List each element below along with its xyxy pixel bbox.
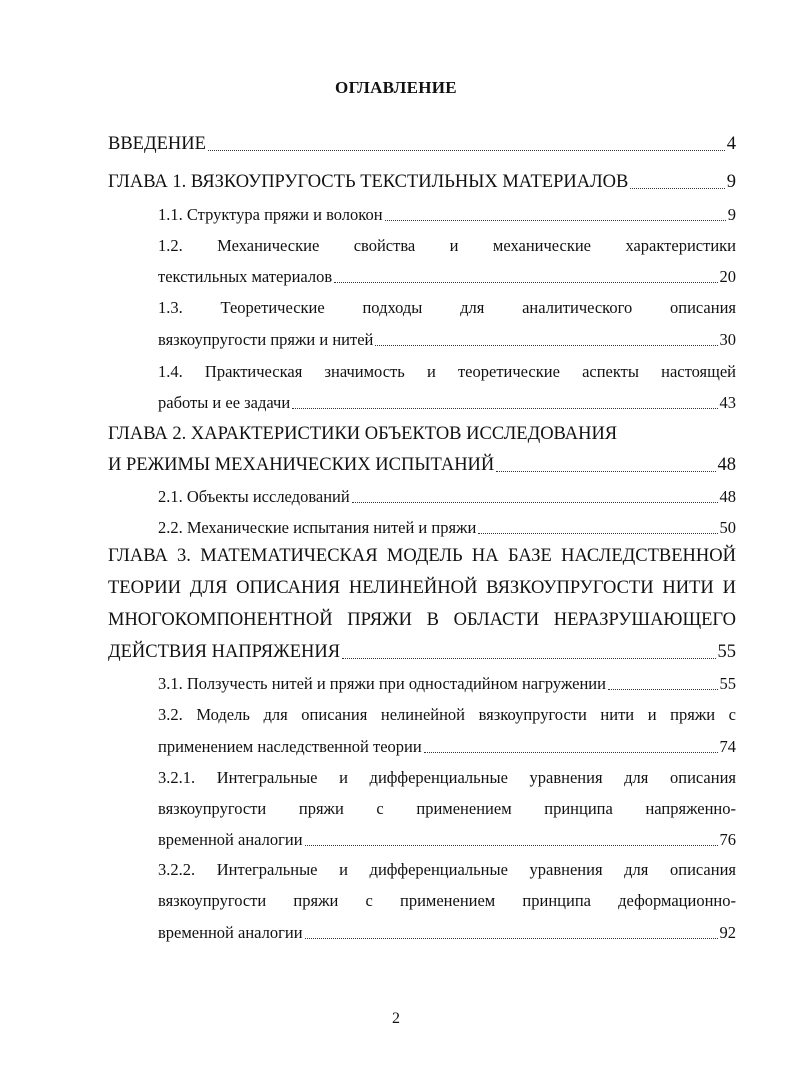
toc-entry-page: 4 [726, 134, 736, 154]
toc-entry-page: 50 [719, 518, 736, 537]
dot-leader [424, 751, 718, 753]
dot-leader [496, 470, 715, 472]
toc-entry-introduction [108, 134, 736, 155]
dot-leader [208, 149, 725, 151]
toc-entry-page: 30 [719, 330, 736, 349]
toc-entry-text: ГЛАВА 1. ВЯЗКОУПРУГОСТЬ ТЕКСТИЛЬНЫХ МАТЕРИАЛОВ [108, 172, 629, 192]
toc-entry-chapter-3 [108, 642, 736, 663]
dot-leader [630, 187, 724, 189]
toc-entry-3-2-2-line-2: вязкоупругости пряжи с применением принципа деформационно- [158, 891, 736, 910]
dot-leader [375, 344, 717, 346]
toc-entry-text: 3.1. Ползучесть нитей и пряжи при одностадийном нагружении [158, 674, 606, 693]
dot-leader [342, 657, 715, 659]
toc-entry-page: 92 [719, 923, 736, 942]
toc-entry-text: работы и ее задачи [158, 393, 291, 412]
toc-entry-page: 9 [726, 172, 736, 192]
toc-entry-text: ВВЕДЕНИЕ [108, 134, 206, 154]
toc-entry-text: временной аналогии [158, 923, 303, 942]
toc-entry-3-2-line-1: 3.2. Модель для описания нелинейной вязкоупругости нити и пряжи с [158, 705, 736, 724]
toc-entry-3-2-1-line-1: 3.2.1. Интегральные и дифференциальные уравнения для описания [158, 768, 736, 787]
toc-entry-page: 55 [719, 674, 736, 693]
toc-entry-text: применением наследственной теории [158, 737, 422, 756]
dot-leader [334, 281, 717, 283]
toc-entry-page: 74 [719, 737, 736, 756]
toc-entry-text: вязкоупругости пряжи и нитей [158, 330, 374, 349]
toc-entry-text: 1.1. Структура пряжи и волокон [158, 205, 383, 224]
toc-entry-text: текстильных материалов [158, 267, 333, 286]
toc-entry-3-2-2 [158, 923, 736, 943]
toc-entry-text: 2.1. Объекты исследований [158, 487, 350, 506]
toc-entry-page: 20 [719, 267, 736, 286]
toc-entry-3-1 [158, 674, 736, 694]
toc-entry-chapter-2-line-1: ГЛАВА 2. ХАРАКТЕРИСТИКИ ОБЪЕКТОВ ИССЛЕДОВАНИЯ [108, 424, 618, 444]
toc-entry-1-2 [158, 267, 736, 287]
dot-leader [305, 844, 718, 846]
toc-entry-text: временной аналогии [158, 830, 303, 849]
toc-entry-page: 43 [719, 393, 736, 412]
toc-entry-chapter-1 [108, 172, 736, 193]
toc-entry-text: И РЕЖИМЫ МЕХАНИЧЕСКИХ ИСПЫТАНИЙ [108, 455, 495, 475]
toc-entry-page: 48 [717, 455, 736, 475]
toc-entry-1-2-line-1: 1.2. Механические свойства и механические характеристики [158, 236, 736, 255]
toc-entry-chapter-3-line-2: ТЕОРИИ ДЛЯ ОПИСАНИЯ НЕЛИНЕЙНОЙ ВЯЗКОУПРУГОСТИ НИТИ И [108, 578, 736, 598]
toc-entry-2-1 [158, 487, 736, 507]
toc-entry-text: ДЕЙСТВИЯ НАПРЯЖЕНИЯ [108, 642, 341, 662]
toc-entry-3-2-1 [158, 830, 736, 850]
toc-entry-page: 48 [719, 487, 736, 506]
dot-leader [305, 937, 718, 939]
toc-entry-1-3 [158, 330, 736, 350]
dot-leader [385, 219, 726, 221]
toc-entry-2-2 [158, 518, 736, 538]
dot-leader [352, 501, 718, 503]
toc-entry-chapter-2 [108, 455, 736, 476]
toc-entry-3-2 [158, 737, 736, 757]
toc-entry-page: 76 [719, 830, 736, 849]
toc-entry-text: 2.2. Механические испытания нитей и пряжи [158, 518, 477, 537]
toc-entry-1-4 [158, 393, 736, 413]
toc-entry-chapter-3-line-3: МНОГОКОМПОНЕНТНОЙ ПРЯЖИ В ОБЛАСТИ НЕРАЗРУШАЮЩЕГО [108, 610, 736, 630]
toc-entry-3-2-1-line-2: вязкоупругости пряжи с применением принципа напряженно- [158, 799, 736, 818]
toc-entry-3-2-2-line-1: 3.2.2. Интегральные и дифференциальные уравнения для описания [158, 860, 736, 879]
toc-entry-page: 55 [717, 642, 736, 662]
toc-entry-1-4-line-1: 1.4. Практическая значимость и теоретические аспекты настоящей [158, 362, 736, 381]
toc-entry-chapter-3-line-1: ГЛАВА 3. МАТЕМАТИЧЕСКАЯ МОДЕЛЬ НА БАЗЕ НАСЛЕДСТВЕННОЙ [108, 546, 736, 566]
toc-entry-1-1 [158, 205, 736, 225]
toc-entry-1-3-line-1: 1.3. Теоретические подходы для аналитического описания [158, 298, 736, 317]
page-number: 2 [392, 1010, 400, 1027]
toc-entry-page: 9 [727, 205, 736, 224]
dot-leader [478, 532, 717, 534]
page-title: ОГЛАВЛЕНИЕ [335, 78, 457, 97]
dot-leader [608, 688, 718, 690]
dot-leader [292, 407, 717, 409]
